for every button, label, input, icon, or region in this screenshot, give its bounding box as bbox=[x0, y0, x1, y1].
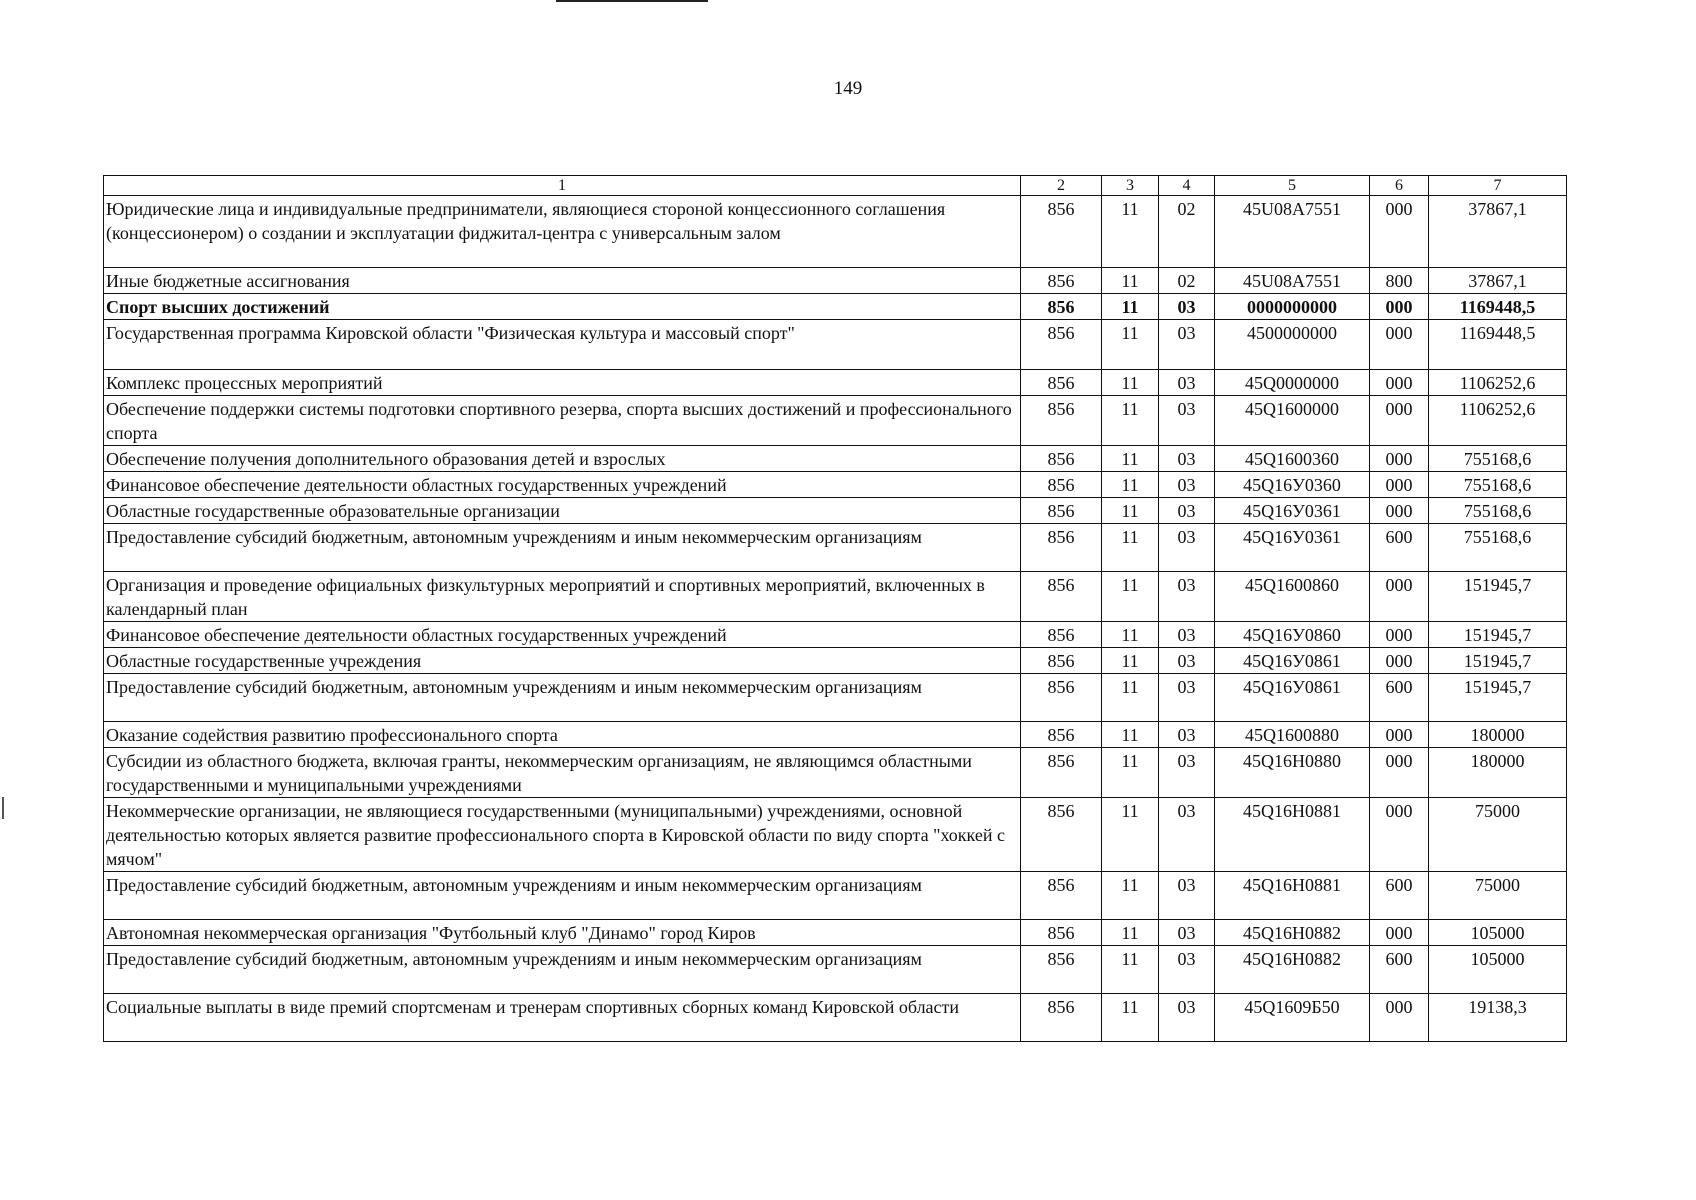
table-row bbox=[104, 920, 1567, 946]
expense-type-cell: 000 bbox=[1370, 320, 1429, 370]
margin-mark bbox=[2, 797, 4, 819]
expense-type-cell: 600 bbox=[1370, 524, 1429, 572]
amount-cell: 75000 bbox=[1429, 872, 1567, 920]
row-name-cell: Некоммерческие организации, не являющиеся государственными (муниципальными) учреждениями, основной деятельностью которых является развитие профессионального спорта в Кировской области по виду спорта "хоккей с мячом" bbox=[104, 798, 1021, 872]
header-cell: 5 bbox=[1215, 176, 1370, 196]
expense-type-cell: 000 bbox=[1370, 196, 1429, 268]
amount-cell: 1106252,6 bbox=[1429, 396, 1567, 446]
section-cell: 11 bbox=[1102, 268, 1159, 294]
table-row bbox=[104, 446, 1567, 472]
table-row bbox=[104, 648, 1567, 674]
row-name-cell: Предоставление субсидий бюджетным, автономным учреждениям и иным некоммерческим организациям bbox=[104, 872, 1021, 920]
admin-code-cell: 856 bbox=[1021, 994, 1102, 1042]
section-cell: 11 bbox=[1102, 472, 1159, 498]
row-name-cell: Предоставление субсидий бюджетным, автономным учреждениям и иным некоммерческим организациям bbox=[104, 946, 1021, 994]
header-cell: 4 bbox=[1159, 176, 1215, 196]
amount-cell: 105000 bbox=[1429, 920, 1567, 946]
admin-code-cell: 856 bbox=[1021, 524, 1102, 572]
subsection-cell: 03 bbox=[1159, 396, 1215, 446]
target-article-cell: 45U08A7551 bbox=[1215, 196, 1370, 268]
amount-cell: 180000 bbox=[1429, 722, 1567, 748]
amount-cell: 37867,1 bbox=[1429, 196, 1567, 268]
section-cell: 11 bbox=[1102, 320, 1159, 370]
header-row bbox=[104, 176, 1567, 196]
section-cell: 11 bbox=[1102, 722, 1159, 748]
subsection-cell: 03 bbox=[1159, 320, 1215, 370]
section-cell: 11 bbox=[1102, 674, 1159, 722]
expense-type-cell: 000 bbox=[1370, 472, 1429, 498]
subsection-cell: 03 bbox=[1159, 748, 1215, 798]
admin-code-cell: 856 bbox=[1021, 446, 1102, 472]
amount-cell: 75000 bbox=[1429, 798, 1567, 872]
admin-code-cell: 856 bbox=[1021, 798, 1102, 872]
row-name-cell: Оказание содействия развитию профессионального спорта bbox=[104, 722, 1021, 748]
amount-cell: 37867,1 bbox=[1429, 268, 1567, 294]
admin-code-cell: 856 bbox=[1021, 196, 1102, 268]
row-name-cell: Комплекс процессных мероприятий bbox=[104, 370, 1021, 396]
target-article-cell: 45Q16У0861 bbox=[1215, 674, 1370, 722]
section-cell: 11 bbox=[1102, 370, 1159, 396]
expense-type-cell: 000 bbox=[1370, 994, 1429, 1042]
header-cell: 1 bbox=[104, 176, 1021, 196]
admin-code-cell: 856 bbox=[1021, 722, 1102, 748]
section-cell: 11 bbox=[1102, 196, 1159, 268]
expense-type-cell: 000 bbox=[1370, 622, 1429, 648]
budget-table bbox=[103, 175, 1567, 1042]
amount-cell: 755168,6 bbox=[1429, 446, 1567, 472]
admin-code-cell: 856 bbox=[1021, 572, 1102, 622]
subsection-cell: 02 bbox=[1159, 196, 1215, 268]
section-cell: 11 bbox=[1102, 572, 1159, 622]
admin-code-cell: 856 bbox=[1021, 648, 1102, 674]
row-name-cell: Финансовое обеспечение деятельности областных государственных учреждений bbox=[104, 622, 1021, 648]
header-cell: 2 bbox=[1021, 176, 1102, 196]
target-article-cell: 45Q16У0361 bbox=[1215, 498, 1370, 524]
expense-type-cell: 000 bbox=[1370, 920, 1429, 946]
admin-code-cell: 856 bbox=[1021, 622, 1102, 648]
row-name-cell: Областные государственные образовательные организации bbox=[104, 498, 1021, 524]
row-name-cell: Предоставление субсидий бюджетным, автономным учреждениям и иным некоммерческим организациям bbox=[104, 674, 1021, 722]
section-cell: 11 bbox=[1102, 294, 1159, 320]
section-cell: 11 bbox=[1102, 872, 1159, 920]
row-name-cell: Автономная некоммерческая организация "Футбольный клуб "Динамо" город Киров bbox=[104, 920, 1021, 946]
section-cell: 11 bbox=[1102, 946, 1159, 994]
table-row bbox=[104, 472, 1567, 498]
table-row bbox=[104, 498, 1567, 524]
expense-type-cell: 000 bbox=[1370, 446, 1429, 472]
row-name-cell: Субсидии из областного бюджета, включая гранты, некоммерческим организациям, не являющимся областными государственными и муниципальными учреждениями bbox=[104, 748, 1021, 798]
amount-cell: 755168,6 bbox=[1429, 524, 1567, 572]
target-article-cell: 4500000000 bbox=[1215, 320, 1370, 370]
target-article-cell: 45Q16У0860 bbox=[1215, 622, 1370, 648]
target-article-cell: 45Q16У0361 bbox=[1215, 524, 1370, 572]
subsection-cell: 03 bbox=[1159, 722, 1215, 748]
section-cell: 11 bbox=[1102, 648, 1159, 674]
table-body bbox=[104, 196, 1567, 1042]
row-name-cell: Финансовое обеспечение деятельности областных государственных учреждений bbox=[104, 472, 1021, 498]
amount-cell: 755168,6 bbox=[1429, 472, 1567, 498]
table-row bbox=[104, 674, 1567, 722]
expense-type-cell: 000 bbox=[1370, 396, 1429, 446]
target-article-cell: 45Q1609Б50 bbox=[1215, 994, 1370, 1042]
subsection-cell: 03 bbox=[1159, 472, 1215, 498]
row-name-cell: Предоставление субсидий бюджетным, автономным учреждениям и иным некоммерческим организациям bbox=[104, 524, 1021, 572]
target-article-cell: 45Q16У0360 bbox=[1215, 472, 1370, 498]
subsection-cell: 03 bbox=[1159, 946, 1215, 994]
target-article-cell: 45Q1600880 bbox=[1215, 722, 1370, 748]
subsection-cell: 03 bbox=[1159, 446, 1215, 472]
subsection-cell: 03 bbox=[1159, 798, 1215, 872]
admin-code-cell: 856 bbox=[1021, 674, 1102, 722]
admin-code-cell: 856 bbox=[1021, 946, 1102, 994]
section-cell: 11 bbox=[1102, 798, 1159, 872]
expense-type-cell: 000 bbox=[1370, 572, 1429, 622]
subsection-cell: 03 bbox=[1159, 648, 1215, 674]
subsection-cell: 03 bbox=[1159, 920, 1215, 946]
amount-cell: 180000 bbox=[1429, 748, 1567, 798]
target-article-cell: 45Q1600860 bbox=[1215, 572, 1370, 622]
expense-type-cell: 000 bbox=[1370, 498, 1429, 524]
table-row bbox=[104, 572, 1567, 622]
amount-cell: 151945,7 bbox=[1429, 572, 1567, 622]
admin-code-cell: 856 bbox=[1021, 268, 1102, 294]
section-cell: 11 bbox=[1102, 748, 1159, 798]
subsection-cell: 03 bbox=[1159, 994, 1215, 1042]
expense-type-cell: 000 bbox=[1370, 798, 1429, 872]
table-row bbox=[104, 370, 1567, 396]
target-article-cell: 45Q16У0861 bbox=[1215, 648, 1370, 674]
admin-code-cell: 856 bbox=[1021, 748, 1102, 798]
row-name-cell: Областные государственные учреждения bbox=[104, 648, 1021, 674]
table-row bbox=[104, 196, 1567, 268]
expense-type-cell: 000 bbox=[1370, 722, 1429, 748]
target-article-cell: 45Q16Н0881 bbox=[1215, 872, 1370, 920]
admin-code-cell: 856 bbox=[1021, 498, 1102, 524]
row-name-cell: Спорт высших достижений bbox=[104, 294, 1021, 320]
expense-type-cell: 600 bbox=[1370, 946, 1429, 994]
section-cell: 11 bbox=[1102, 498, 1159, 524]
expense-type-cell: 600 bbox=[1370, 872, 1429, 920]
row-name-cell: Обеспечение поддержки системы подготовки спортивного резерва, спорта высших достижений и профессионального спорта bbox=[104, 396, 1021, 446]
table-row bbox=[104, 798, 1567, 872]
admin-code-cell: 856 bbox=[1021, 370, 1102, 396]
table-row bbox=[104, 748, 1567, 798]
subsection-cell: 03 bbox=[1159, 622, 1215, 648]
row-name-cell: Организация и проведение официальных физкультурных мероприятий и спортивных мероприятий, включенных в календарный план bbox=[104, 572, 1021, 622]
admin-code-cell: 856 bbox=[1021, 320, 1102, 370]
table-row bbox=[104, 320, 1567, 370]
section-cell: 11 bbox=[1102, 446, 1159, 472]
row-name-cell: Государственная программа Кировской области "Физическая культура и массовый спорт" bbox=[104, 320, 1021, 370]
subsection-cell: 03 bbox=[1159, 370, 1215, 396]
admin-code-cell: 856 bbox=[1021, 294, 1102, 320]
subsection-cell: 03 bbox=[1159, 572, 1215, 622]
section-cell: 11 bbox=[1102, 622, 1159, 648]
target-article-cell: 45Q1600000 bbox=[1215, 396, 1370, 446]
amount-cell: 1169448,5 bbox=[1429, 320, 1567, 370]
subsection-cell: 03 bbox=[1159, 872, 1215, 920]
target-article-cell: 45Q16Н0882 bbox=[1215, 946, 1370, 994]
table-row bbox=[104, 994, 1567, 1042]
table-row bbox=[104, 872, 1567, 920]
amount-cell: 105000 bbox=[1429, 946, 1567, 994]
row-name-cell: Иные бюджетные ассигнования bbox=[104, 268, 1021, 294]
target-article-cell: 45Q16Н0880 bbox=[1215, 748, 1370, 798]
subsection-cell: 03 bbox=[1159, 524, 1215, 572]
row-name-cell: Социальные выплаты в виде премий спортсменам и тренерам спортивных сборных команд Кировской области bbox=[104, 994, 1021, 1042]
amount-cell: 19138,3 bbox=[1429, 994, 1567, 1042]
table-row bbox=[104, 946, 1567, 994]
admin-code-cell: 856 bbox=[1021, 920, 1102, 946]
amount-cell: 151945,7 bbox=[1429, 648, 1567, 674]
expense-type-cell: 000 bbox=[1370, 648, 1429, 674]
table-row bbox=[104, 722, 1567, 748]
target-article-cell: 45Q1600360 bbox=[1215, 446, 1370, 472]
header-cell: 3 bbox=[1102, 176, 1159, 196]
expense-type-cell: 000 bbox=[1370, 294, 1429, 320]
expense-type-cell: 000 bbox=[1370, 748, 1429, 798]
table-row bbox=[104, 268, 1567, 294]
amount-cell: 1106252,6 bbox=[1429, 370, 1567, 396]
subsection-cell: 03 bbox=[1159, 294, 1215, 320]
top-rule bbox=[556, 0, 708, 2]
row-name-cell: Обеспечение получения дополнительного образования детей и взрослых bbox=[104, 446, 1021, 472]
expense-type-cell: 800 bbox=[1370, 268, 1429, 294]
table-row bbox=[104, 294, 1567, 320]
target-article-cell: 45Q16Н0882 bbox=[1215, 920, 1370, 946]
amount-cell: 755168,6 bbox=[1429, 498, 1567, 524]
table-row bbox=[104, 396, 1567, 446]
section-cell: 11 bbox=[1102, 920, 1159, 946]
target-article-cell: 0000000000 bbox=[1215, 294, 1370, 320]
target-article-cell: 45U08A7551 bbox=[1215, 268, 1370, 294]
page-number: 149 bbox=[833, 78, 863, 99]
subsection-cell: 02 bbox=[1159, 268, 1215, 294]
expense-type-cell: 600 bbox=[1370, 674, 1429, 722]
subsection-cell: 03 bbox=[1159, 498, 1215, 524]
section-cell: 11 bbox=[1102, 524, 1159, 572]
amount-cell: 151945,7 bbox=[1429, 622, 1567, 648]
amount-cell: 1169448,5 bbox=[1429, 294, 1567, 320]
target-article-cell: 45Q16Н0881 bbox=[1215, 798, 1370, 872]
row-name-cell: Юридические лица и индивидуальные предприниматели, являющиеся стороной концессионного соглашения (концессионером) о создании и эксплуатации фиджитал-центра с универсальным залом bbox=[104, 196, 1021, 268]
admin-code-cell: 856 bbox=[1021, 872, 1102, 920]
admin-code-cell: 856 bbox=[1021, 396, 1102, 446]
table-row bbox=[104, 524, 1567, 572]
section-cell: 11 bbox=[1102, 396, 1159, 446]
section-cell: 11 bbox=[1102, 994, 1159, 1042]
header-cell: 6 bbox=[1370, 176, 1429, 196]
amount-cell: 151945,7 bbox=[1429, 674, 1567, 722]
subsection-cell: 03 bbox=[1159, 674, 1215, 722]
expense-type-cell: 000 bbox=[1370, 370, 1429, 396]
target-article-cell: 45Q0000000 bbox=[1215, 370, 1370, 396]
table-row bbox=[104, 622, 1567, 648]
admin-code-cell: 856 bbox=[1021, 472, 1102, 498]
header-cell: 7 bbox=[1429, 176, 1567, 196]
